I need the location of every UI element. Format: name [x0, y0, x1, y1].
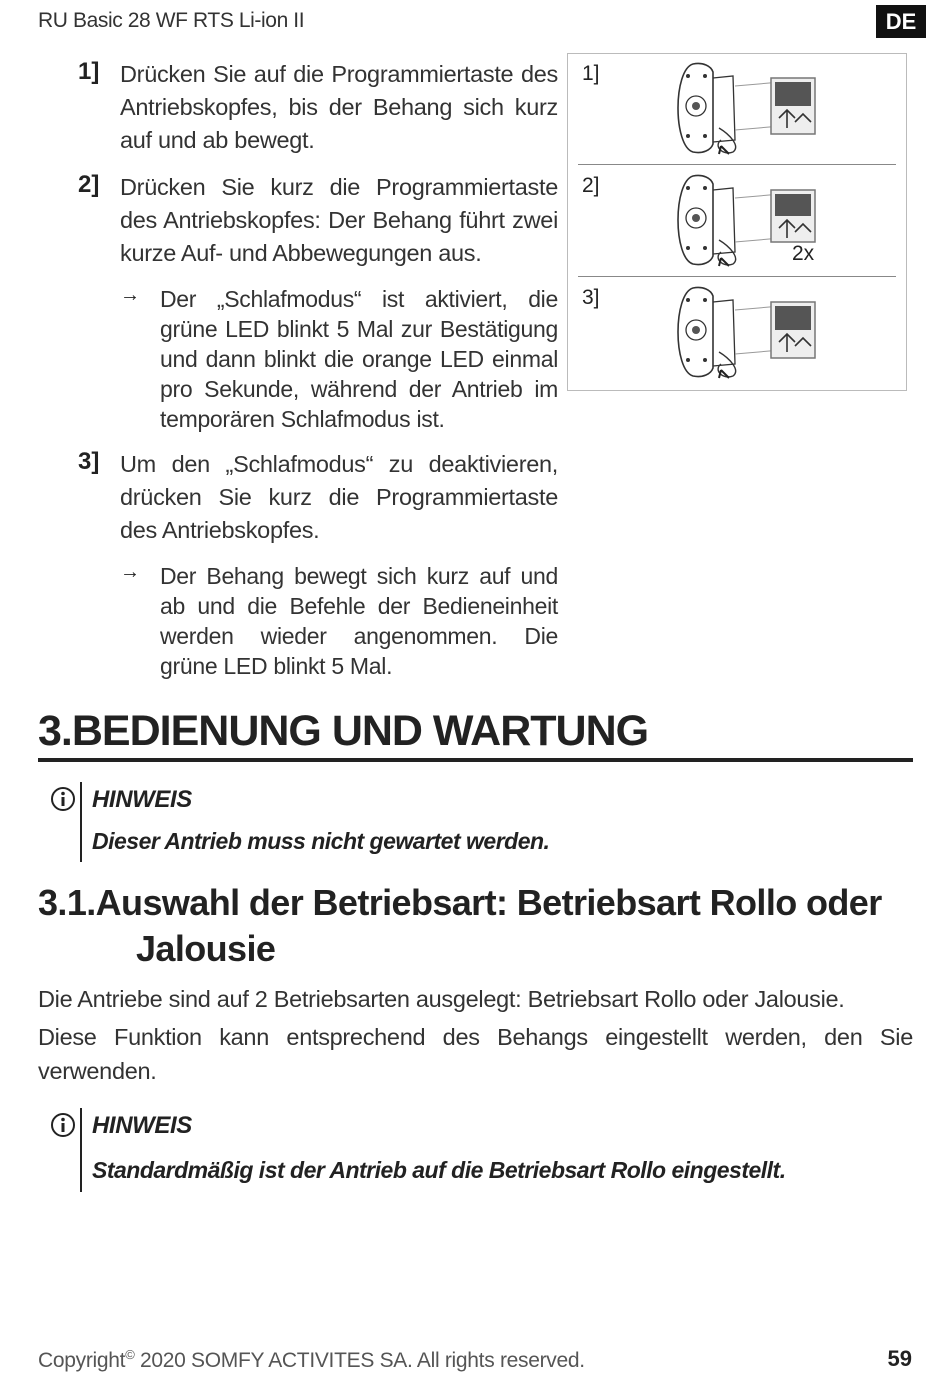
motor-head-illustration — [663, 56, 833, 161]
document-header-title: RU Basic 28 WF RTS Li-ion II — [38, 9, 305, 32]
copyright-symbol: © — [125, 1347, 135, 1362]
step-1 — [78, 58, 558, 157]
info-icon — [50, 786, 76, 812]
copyright-text: 2020 SOMFY ACTIVITES SA. All rights reserved. — [134, 1349, 585, 1372]
step-text: Drücken Sie kurz die Programmiertaste des Antriebskopfes: Der Behang führt zwei kurze Auf- und Abbewegungen aus. — [120, 174, 558, 266]
step-result-text: Der Behang bewegt sich kurz auf und ab und die Befehle der Bedieneinheit werden wieder angenommen. Die grüne LED blinkt 5 Mal. — [160, 563, 558, 679]
steps-list — [78, 58, 558, 695]
step-text: Um den „Schlafmodus“ zu deaktivieren, drücken Sie kurz die Programmiertaste des Antriebskopfes. — [120, 451, 558, 543]
subsection-number: 3.1. — [38, 882, 96, 923]
figure-row-3 — [578, 278, 896, 388]
figure-row-label: 1] — [582, 62, 600, 85]
page-number: 59 — [887, 1346, 912, 1371]
note-title: HINWEIS — [92, 1112, 192, 1139]
note-text: Standardmäßig ist der Antrieb auf die Betriebsart Rollo eingestellt. — [92, 1157, 786, 1183]
figure-row-label: 3] — [582, 286, 600, 309]
figure-row-1 — [578, 54, 896, 165]
language-badge: DE — [876, 5, 926, 38]
note-title: HINWEIS — [92, 786, 192, 813]
note-divider — [80, 1108, 82, 1192]
step-result-text: Der „Schlafmodus“ ist aktiviert, die grüne LED blinkt 5 Mal zur Bestätigung und dann blinkt die orange LED einmal pro Sekunde, während der Antrieb im temporären Schlafmodus ist. — [160, 286, 558, 432]
subsection-heading — [38, 880, 918, 972]
note-divider — [80, 782, 82, 862]
copyright-prefix: Copyright — [38, 1349, 126, 1372]
step-number: 3] — [78, 448, 100, 475]
subsection-title-line-1: Auswahl der Betriebsart: Betriebsart Rollo oder — [95, 882, 882, 923]
step-result — [120, 561, 558, 681]
arrow-right-icon: → — [120, 561, 140, 583]
repeat-count-label: 2x — [792, 242, 815, 265]
step-number: 2] — [78, 171, 100, 198]
body-paragraph: Diese Funktion kann entsprechend des Behangs eingestellt werden, den Sie verwenden. — [38, 1024, 913, 1084]
step-3 — [78, 448, 558, 681]
motor-head-illustration — [663, 280, 833, 385]
copyright-notice — [38, 1347, 585, 1373]
note-text: Dieser Antrieb muss nicht gewartet werden. — [92, 828, 550, 854]
figure-row-2 — [578, 166, 896, 277]
step-2 — [78, 171, 558, 434]
section-heading: 3.BEDIENUNG UND WARTUNG — [38, 706, 913, 762]
figure-row-label: 2] — [582, 174, 600, 197]
instruction-figure — [567, 53, 907, 391]
subsection-title-line-2: Jalousie — [136, 928, 276, 969]
arrow-right-icon: → — [120, 284, 140, 306]
info-icon — [50, 1112, 76, 1138]
step-number: 1] — [78, 58, 100, 85]
step-result — [120, 284, 558, 434]
body-paragraph: Die Antriebe sind auf 2 Betriebsarten ausgelegt: Betriebsart Rollo oder Jalousie. — [38, 986, 845, 1012]
step-text: Drücken Sie auf die Programmiertaste des Antriebskopfes, bis der Behang sich kurz auf und ab bewegt. — [120, 61, 558, 153]
